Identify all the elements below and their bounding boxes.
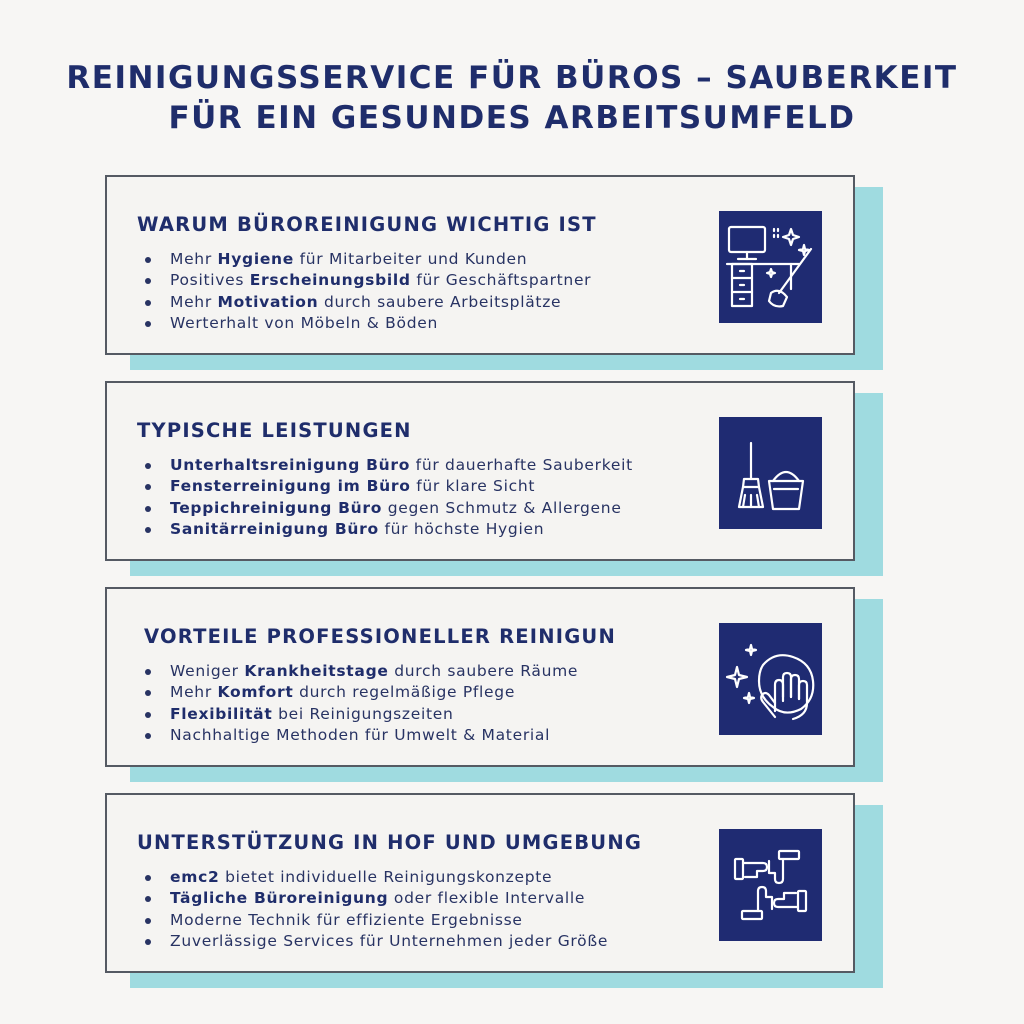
bullet-list: [143, 867, 608, 952]
list-item: Werterhalt von Möbeln & Böden: [143, 313, 591, 334]
card-panel: [105, 793, 855, 973]
list-item: emc2 bietet individuelle Reinigungskonzepte: [143, 867, 608, 888]
list-item: Teppichreinigung Büro gegen Schmutz & Allergene: [143, 498, 633, 519]
list-item: Sanitärreinigung Büro für höchste Hygien: [143, 519, 633, 540]
list-item: Unterhaltsreinigung Büro für dauerhafte Sauberkeit: [143, 455, 633, 476]
list-item: Fensterreinigung im Büro für klare Sicht: [143, 476, 633, 497]
list-item: Tägliche Büroreinigung oder flexible Intervalle: [143, 888, 608, 909]
card-benefits: [105, 587, 885, 785]
list-item: Weniger Krankheitstage durch saubere Räume: [143, 661, 578, 682]
bullet-list: [143, 249, 591, 334]
list-item: Mehr Komfort durch regelmäßige Pflege: [143, 682, 578, 703]
broom-bucket-icon: [719, 417, 822, 529]
card-heading: TYPISCHE LEISTUNGEN: [137, 419, 412, 442]
card-why-cleaning: [105, 175, 885, 373]
list-item: Nachhaltige Methoden für Umwelt & Material: [143, 725, 578, 746]
team-hands-icon: [719, 829, 822, 941]
card-heading: VORTEILE PROFESSIONELLER REINIGUN: [144, 625, 616, 648]
card-panel: [105, 381, 855, 561]
bullet-list: [143, 661, 578, 746]
office-desk-cleaning-icon: [719, 211, 822, 323]
page-title: [0, 58, 1024, 138]
page-title-line-2: FÜR EIN GESUNDES ARBEITSUMFELD: [168, 100, 856, 136]
card-heading: UNTERSTÜTZUNG IN HOF UND UMGEBUNG: [137, 831, 643, 854]
hand-wiping-sparkle-icon: [719, 623, 822, 735]
list-item: Mehr Hygiene für Mitarbeiter und Kunden: [143, 249, 591, 270]
card-panel: [105, 587, 855, 767]
card-support-region: [105, 793, 885, 991]
list-item: Zuverlässige Services für Unternehmen jeder Größe: [143, 931, 608, 952]
bullet-list: [143, 455, 633, 540]
list-item: Flexibilität bei Reinigungszeiten: [143, 704, 578, 725]
list-item: Moderne Technik für effiziente Ergebnisse: [143, 910, 608, 931]
list-item: Mehr Motivation durch saubere Arbeitsplätze: [143, 292, 591, 313]
card-typical-services: [105, 381, 885, 579]
list-item: Positives Erscheinungsbild für Geschäftspartner: [143, 270, 591, 291]
page-title-line-1: REINIGUNGSSERVICE FÜR BÜROS – SAUBERKEIT: [66, 60, 958, 96]
card-panel: [105, 175, 855, 355]
card-heading: WARUM BÜROREINIGUNG WICHTIG IST: [137, 213, 597, 236]
